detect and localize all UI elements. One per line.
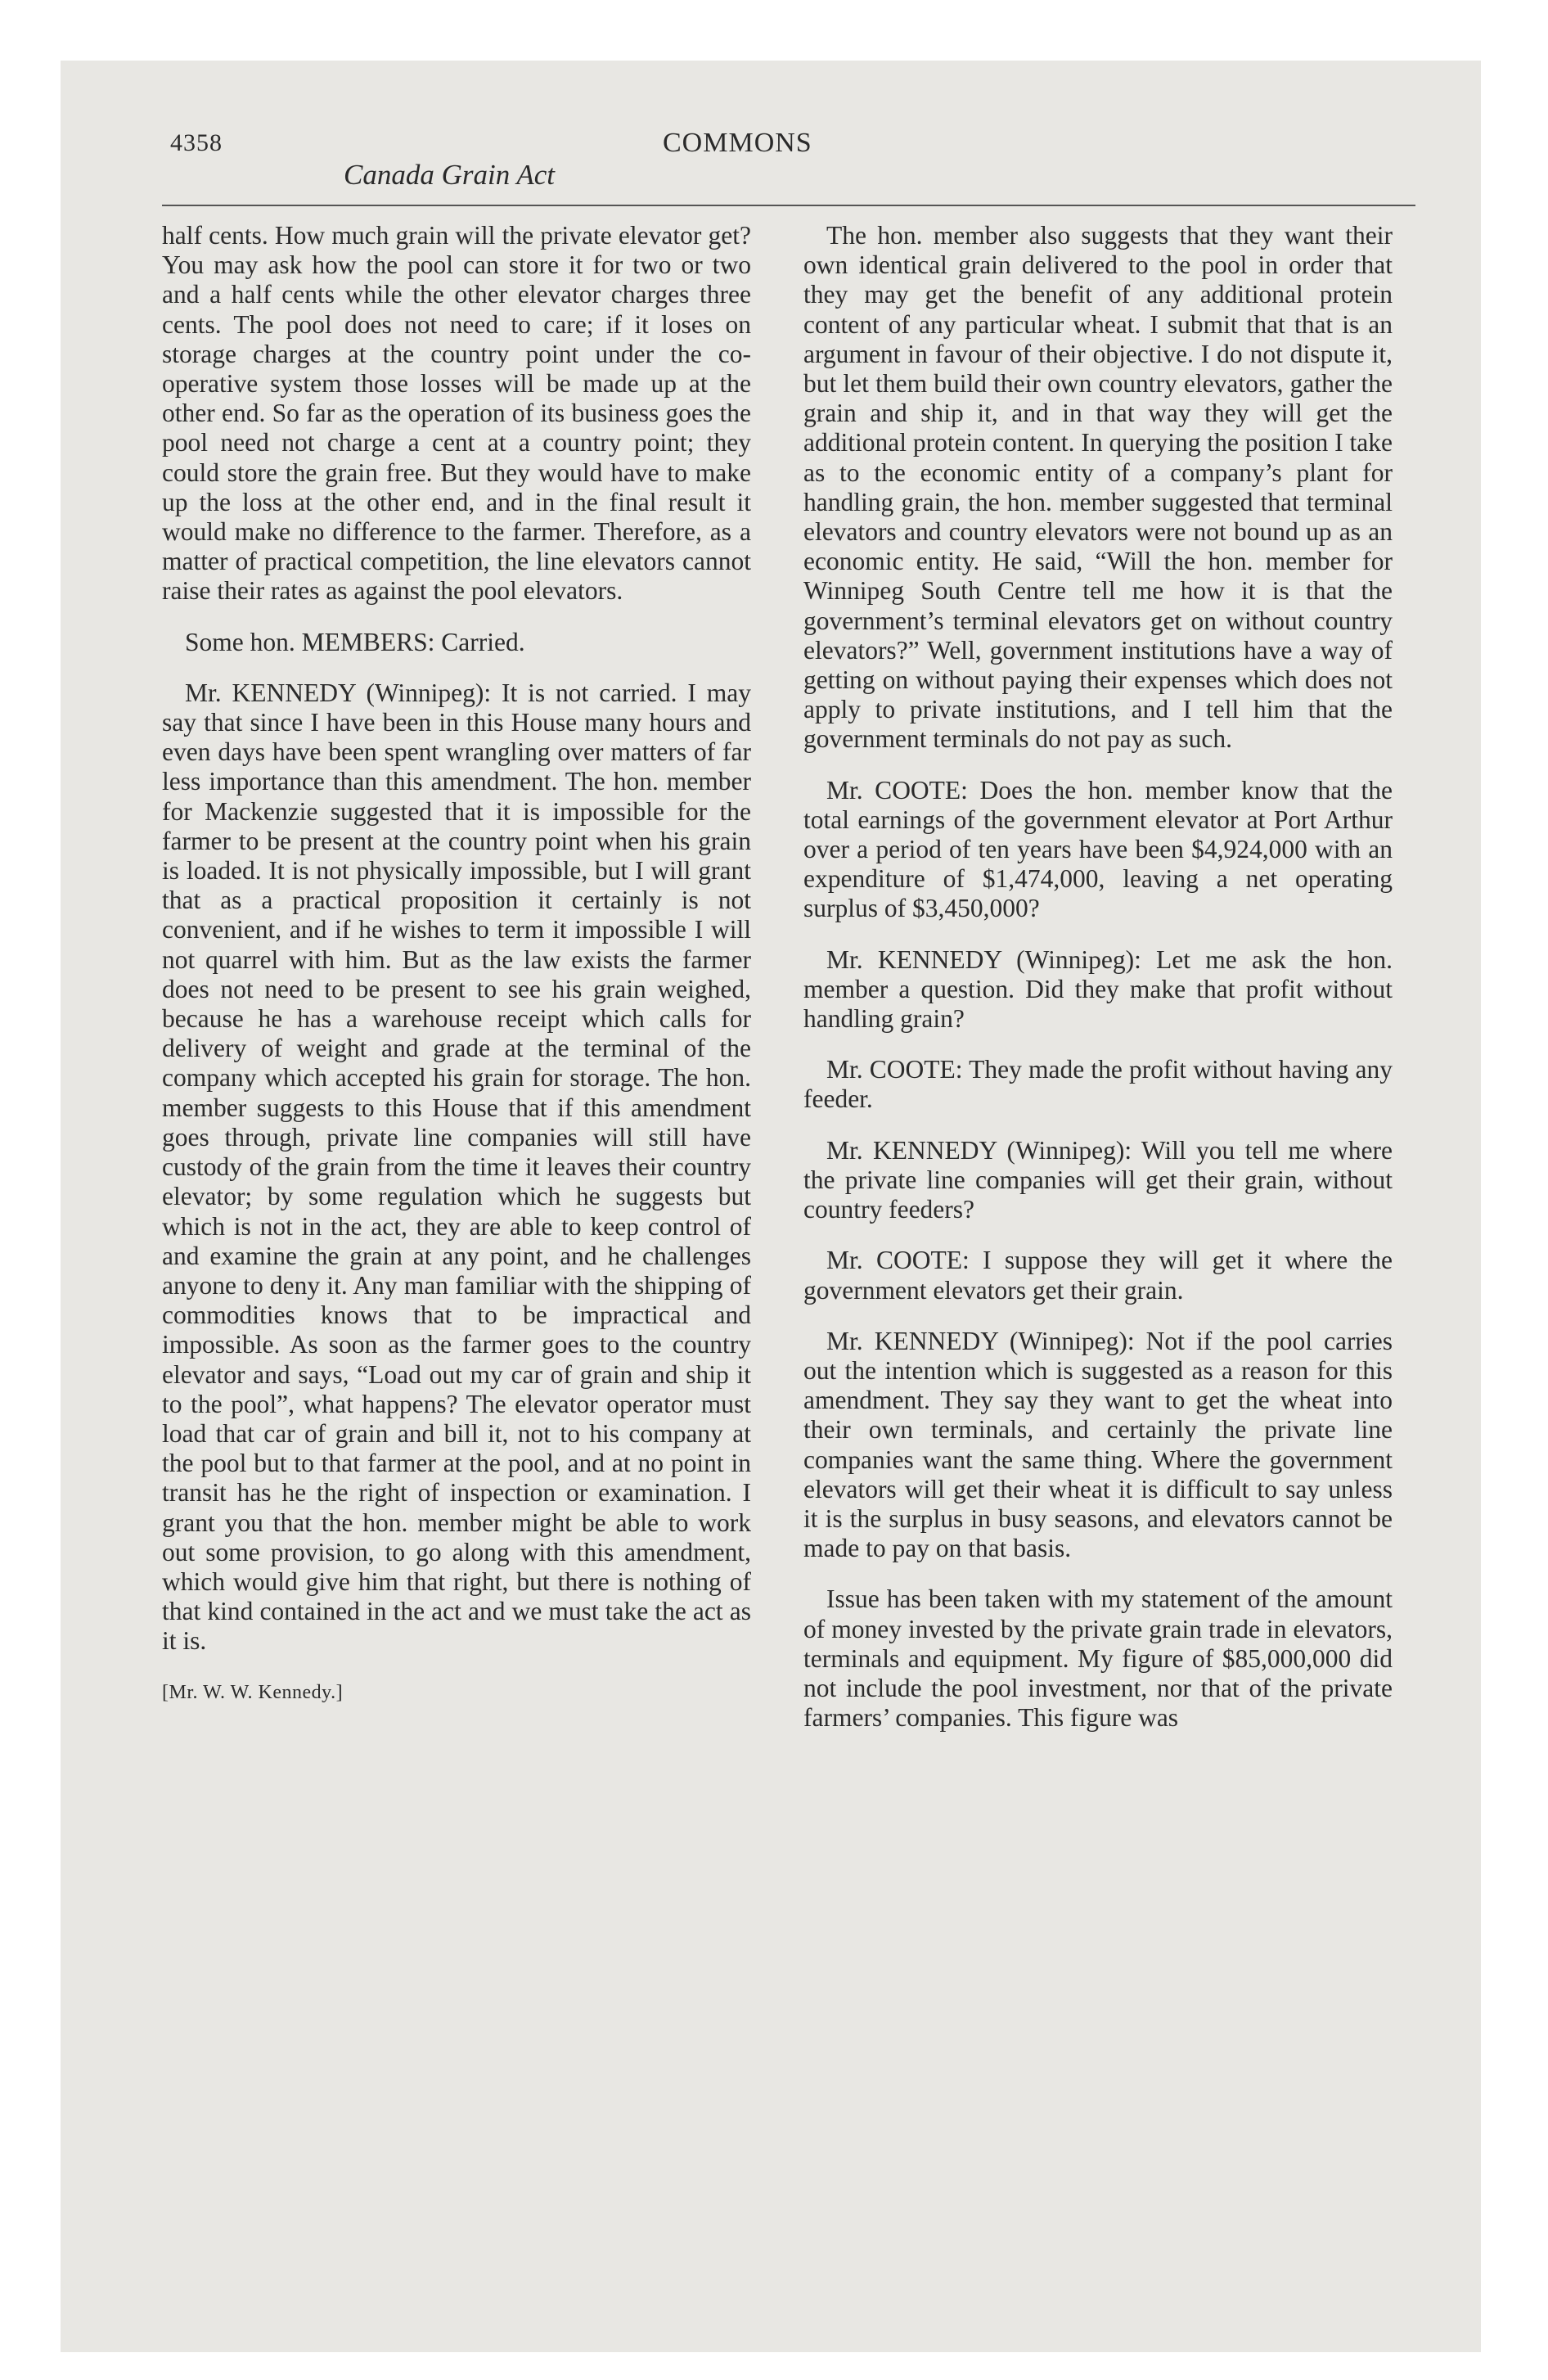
paragraph: Mr. COOTE: Does the hon. member know that the total earnings of the government elevator at Port Arthur over a period of ten years have been $4,924,000 with an expenditure of $1,474,000, leaving a net operating surplus of $3,450,000? bbox=[803, 775, 1393, 923]
journal-title: COMMONS bbox=[663, 128, 812, 158]
header-rule bbox=[162, 205, 1415, 206]
left-column bbox=[162, 221, 751, 1729]
paragraph: Mr. COOTE: I suppose they will get it where the government elevators get their grain. bbox=[803, 1246, 1393, 1305]
paragraph: Some hon. MEMBERS: Carried. bbox=[185, 627, 525, 656]
running-subtitle: Canada Grain Act bbox=[344, 159, 555, 191]
page-number: 4358 bbox=[170, 129, 223, 156]
right-column bbox=[803, 221, 1393, 1754]
paragraph: The hon. member also suggests that they want their own identical grain delivered to the pool in order that they may get the benefit of any additional protein content of any particular wheat. I submit that that is an argument in favour of their objective. I do not dispute it, but let them build their own country elevators, gather the grain and ship it, and in that way they will get the additional protein content. In querying the position I take as to the economic entity of a company’s plant for handling grain, the hon. member suggested that terminal elevators and country elevators were not bound up as an economic entity. He said, “Will the hon. member for Winnipeg South Centre tell me how it is that the government’s terminal elevators get on without country elevators?” Well, government institutions have a way of getting on without paying their expenses which does not apply to private institutions, and I tell him that the government terminals do not pay as such. bbox=[803, 221, 1393, 754]
paragraph: Mr. KENNEDY (Winnipeg): Will you tell me where the private line companies will get their grain, without country feeders? bbox=[803, 1135, 1393, 1224]
paragraph: Issue has been taken with my statement of the amount of money invested by the private grain trade in elevators, terminals and equipment. My figure of $85,000,000 did not include the pool investment, nor that of the private farmers’ companies. This figure was bbox=[803, 1584, 1393, 1733]
page-header bbox=[110, 123, 1415, 205]
speaker-credit: [Mr. W. W. Kennedy.] bbox=[162, 1681, 344, 1703]
paragraph: Mr. KENNEDY (Winnipeg): Not if the pool carries out the intention which is suggested as a reason for this amendment. They say they want to get the wheat into their own terminals, and certainly the private line companies want the same thing. Where the government elevators will get their wheat it is difficult to say unless it is the surplus in busy seasons, and elevators cannot be made to pay on that basis. bbox=[803, 1326, 1393, 1563]
paragraph: Mr. COOTE: They made the profit without having any feeder. bbox=[803, 1055, 1393, 1114]
paragraph: half cents. How much grain will the private elevator get? You may ask how the pool can store it for two or two and a half cents while the other elevator charges three cents. The pool does not need to care; if it loses on storage charges at the country point under the co-operative system those losses will be made up at the other end. So far as the operation of its business goes the pool need not charge a cent at a country point; they could store the grain free. But they would have to make up the loss at the other end, and in the final result it would make no difference to the farmer. Therefore, as a matter of practical competition, the line elevators cannot raise their rates as against the pool elevators. bbox=[162, 221, 751, 606]
paragraph: Mr. KENNEDY (Winnipeg): It is not carried. I may say that since I have been in this House many hours and even days have been spent wrangling over matters of far less importance than this amendment. The hon. member for Mackenzie suggested that it is impossible for the farmer to be present at the country point when his grain is loaded. It is not physically impossible, but I will grant that as a practical proposition it certainly is not convenient, and if he wishes to term it impossible I will not quarrel with him. But as the law exists the farmer does not need to be present to see his grain weighed, because he has a warehouse receipt which calls for delivery of weight and grade at the terminal of the company which accepted his grain for storage. The hon. member suggests to this House that if this amendment goes through, private line companies will still have custody of the grain from the time it leaves their country elevator; by some regulation which he suggests but which is not in the act, they are able to keep control of and examine the grain at any point, and he challenges anyone to deny it. Any man familiar with the shipping of commodities knows that to be impractical and impossible. As soon as the farmer goes to the country elevator and says, “Load out my car of grain and ship it to the pool”, what happens? The elevator operator must load that car of grain and bill it, not to his company at the pool but to that farmer at the pool, and at no point in transit has he the right of inspection or examination. I grant you that the hon. member might be able to work out some provision, to go along with this amendment, which would give him that right, but there is nothing of that kind contained in the act and we must take the act as it is. bbox=[162, 678, 751, 1656]
paragraph: Mr. KENNEDY (Winnipeg): Let me ask the hon. member a question. Did they make that profit without handling grain? bbox=[803, 944, 1393, 1034]
